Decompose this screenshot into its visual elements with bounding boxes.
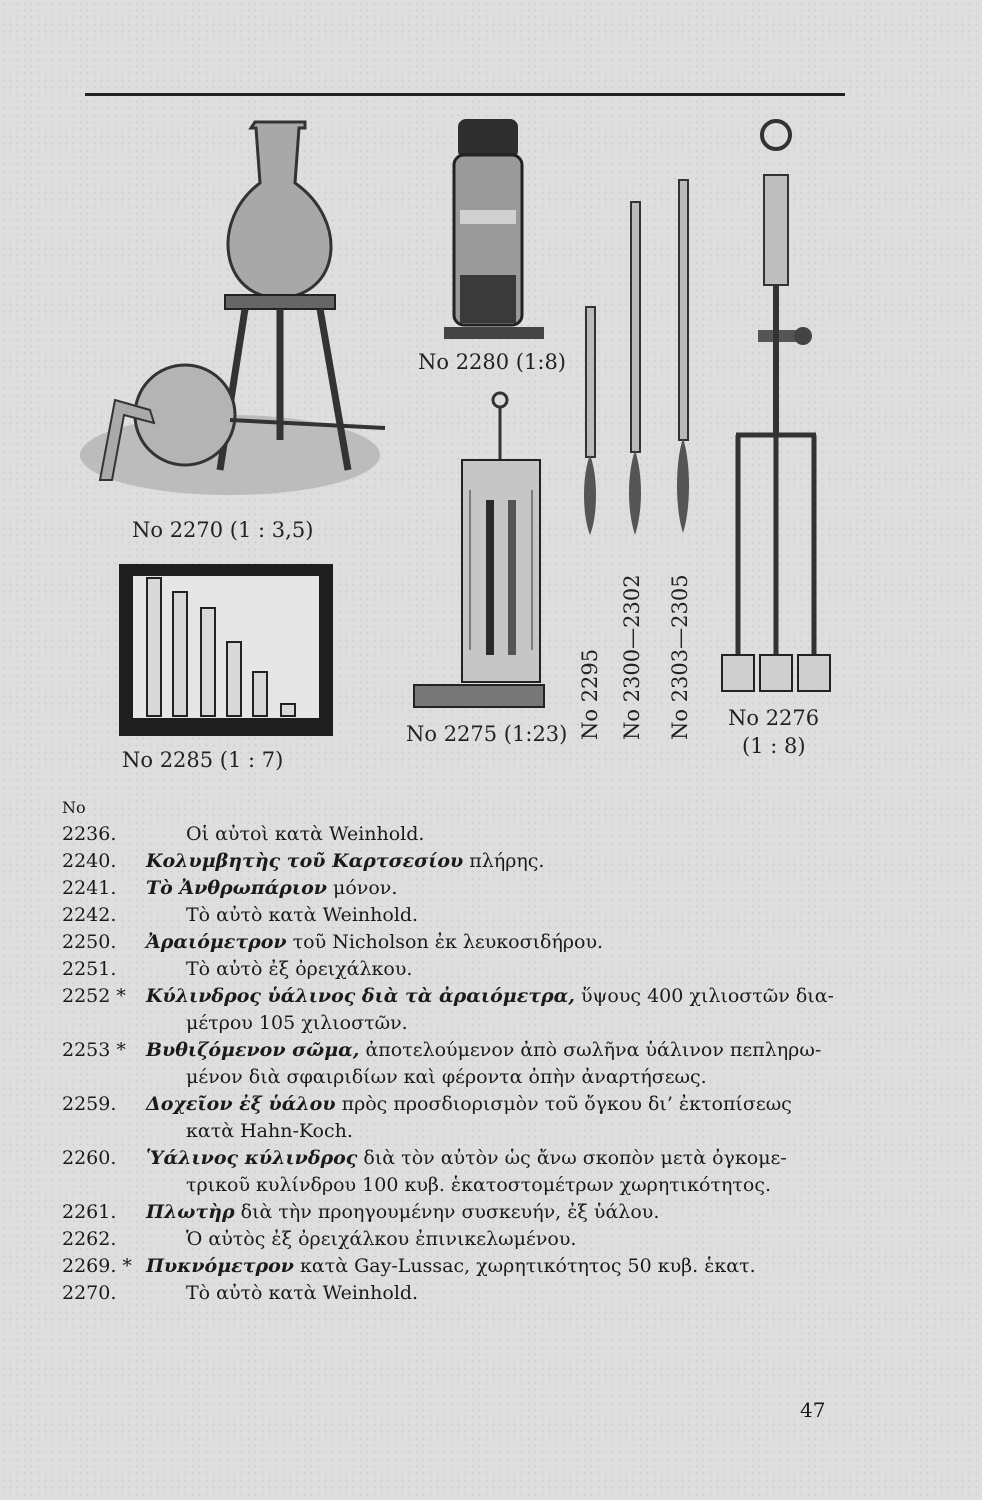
item-number: 2236. xyxy=(62,823,117,845)
list-item xyxy=(62,1199,852,1226)
item-text: Ὁ αὐτὸς ἐξ ὀρειχάλκου ἐπινικελωμένου. xyxy=(186,1228,577,1250)
item-text: ὕψους 400 χιλιοστῶν δια- xyxy=(580,985,834,1007)
entries-container xyxy=(62,821,852,1307)
hydrometer-2300-caption: No 2300—2302 xyxy=(620,574,644,740)
item-body xyxy=(146,1037,852,1091)
item-body xyxy=(146,1091,852,1145)
list-item xyxy=(62,929,852,956)
item-text: πλήρης. xyxy=(469,850,545,872)
item-text: Οἱ αὐτοὶ κατὰ Weinhold. xyxy=(186,823,425,845)
item-title: Πλωτὴρ xyxy=(146,1201,235,1223)
item-continuation: μένον διὰ σφαιριδίων καὶ φέροντα ὀπὴν ἀναρτήσεως. xyxy=(186,1066,707,1088)
catalog-list xyxy=(62,798,852,1307)
item-text: τοῦ Nicholson ἐκ λευκοσιδήρου. xyxy=(292,931,604,953)
item-body xyxy=(146,956,852,983)
list-header: No xyxy=(62,798,86,817)
item-continuation: τρικοῦ κυλίνδρου 100 κυβ. ἑκατοστομέτρων χωρητικότητος. xyxy=(186,1174,772,1196)
tripod-illustration xyxy=(718,115,833,695)
item-number: 2241. xyxy=(62,877,117,899)
item-body xyxy=(146,821,852,848)
item-title: Ἀραιόμετρον xyxy=(146,931,287,953)
list-item xyxy=(62,983,852,1037)
item-title: Ὑάλινος κύλινδρος xyxy=(146,1147,358,1169)
item-body xyxy=(146,1199,852,1226)
item-number: 2252 * xyxy=(62,985,126,1007)
hydrometer-2303-caption: No 2303—2305 xyxy=(668,574,692,740)
hydrometer-2303-illustration xyxy=(670,178,696,543)
hydrometer-2295-caption: No 2295 xyxy=(578,648,602,740)
page-number: 47 xyxy=(800,1398,826,1422)
list-item xyxy=(62,821,852,848)
item-title: Δοχεῖον ἐξ ὑάλου xyxy=(146,1093,336,1115)
item-text: Τὸ αὐτὸ κατὰ Weinhold. xyxy=(186,904,419,926)
item-number: 2251. xyxy=(62,958,117,980)
tube-frame-illustration xyxy=(117,562,335,738)
item-text: μόνον. xyxy=(333,877,398,899)
item-title: Τὸ Ἀνθρωπάριον xyxy=(146,877,327,899)
item-number: 2261. xyxy=(62,1201,117,1223)
item-body xyxy=(146,983,852,1037)
item-body xyxy=(146,902,852,929)
thermometer-stand-illustration xyxy=(410,390,548,720)
list-item xyxy=(62,1145,852,1199)
item-number: 2240. xyxy=(62,850,117,872)
top-rule xyxy=(85,93,845,96)
jar-caption: No 2280 (1:8) xyxy=(418,350,566,374)
item-body xyxy=(146,1145,852,1199)
item-number: 2270. xyxy=(62,1282,117,1304)
list-item xyxy=(62,1280,852,1307)
item-number: 2242. xyxy=(62,904,117,926)
list-item xyxy=(62,1091,852,1145)
item-text: διὰ τὸν αὐτὸν ὡς ἄνω σκοπὸν μετὰ ὀγκομε- xyxy=(363,1147,787,1169)
item-text: ἀποτελούμενον ἀπὸ σωλῆνα ὑάλινον πεπληρω- xyxy=(365,1039,822,1061)
item-title: Κύλινδρος ὑάλινος διὰ τὰ ἀραιόμετρα, xyxy=(146,985,575,1007)
item-title: Βυθιζόμενον σῶμα, xyxy=(146,1039,360,1061)
item-number: 2250. xyxy=(62,931,117,953)
list-item xyxy=(62,1226,852,1253)
list-item xyxy=(62,848,852,875)
list-item xyxy=(62,875,852,902)
list-item xyxy=(62,902,852,929)
item-number: 2253 * xyxy=(62,1039,126,1061)
item-number: 2259. xyxy=(62,1093,117,1115)
flask-caption: No 2270 (1 : 3,5) xyxy=(132,518,314,542)
item-text: Τὸ αὐτὸ κατὰ Weinhold. xyxy=(186,1282,419,1304)
item-text: διὰ τὴν προηγουμένην συσκευήν, ἐξ ὑάλου. xyxy=(240,1201,660,1223)
tripod-caption-line1: No 2276 xyxy=(728,706,820,730)
hydrometer-2300-illustration xyxy=(622,200,648,545)
item-continuation: μέτρου 105 χιλιοστῶν. xyxy=(186,1012,408,1034)
item-number: 2269. * xyxy=(62,1255,132,1277)
item-continuation: κατὰ Hahn-Koch. xyxy=(186,1120,353,1142)
list-item xyxy=(62,1253,852,1280)
flask-illustration xyxy=(80,110,400,510)
list-item xyxy=(62,1037,852,1091)
item-text: πρὸς προσδιορισμὸν τοῦ ὄγκου δι’ ἐκτοπίσεως xyxy=(341,1093,792,1115)
item-body xyxy=(146,1226,852,1253)
item-number: 2262. xyxy=(62,1228,117,1250)
stand-caption: No 2275 (1:23) xyxy=(406,722,568,746)
hydrometer-2295-illustration xyxy=(578,305,602,550)
item-text: κατὰ Gay-Lussac, χωρητικότητος 50 κυβ. ἑκατ. xyxy=(300,1255,756,1277)
item-number: 2260. xyxy=(62,1147,117,1169)
item-title: Πυκνόμετρον xyxy=(146,1255,294,1277)
frame-caption: No 2285 (1 : 7) xyxy=(122,748,284,772)
list-item xyxy=(62,956,852,983)
item-body xyxy=(146,929,852,956)
item-body xyxy=(146,1253,852,1280)
item-body xyxy=(146,875,852,902)
item-text: Τὸ αὐτὸ ἐξ ὀρειχάλκου. xyxy=(186,958,413,980)
item-body xyxy=(146,848,852,875)
tripod-caption-line2: (1 : 8) xyxy=(742,734,806,758)
jar-illustration xyxy=(440,115,550,345)
item-title: Κολυμβητὴς τοῦ Καρτσεσίου xyxy=(146,850,464,872)
item-body xyxy=(146,1280,852,1307)
